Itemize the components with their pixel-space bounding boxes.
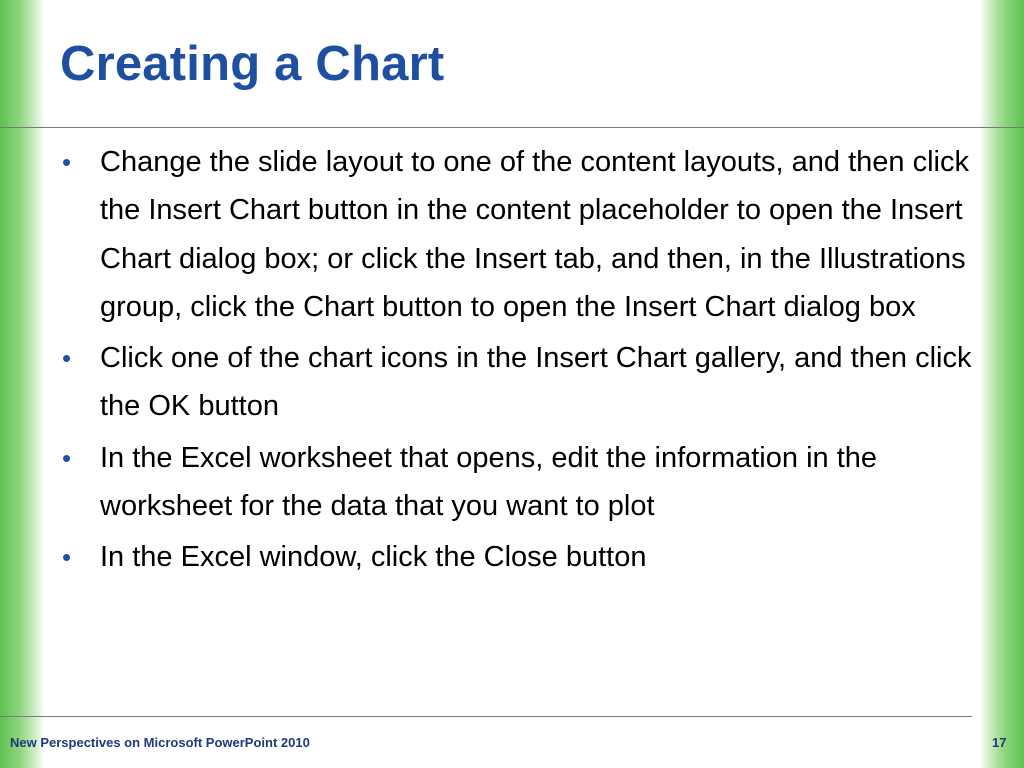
bullet-item [58, 138, 978, 331]
bullet-text: Click one of the chart icons in the Insert Chart gallery, and then click the OK button [100, 342, 972, 423]
footer-book-title: New Perspectives on Microsoft PowerPoint 2010 [10, 735, 310, 750]
bullet-text: In the Excel window, click the Close button [100, 541, 647, 574]
footer-divider [0, 716, 972, 717]
bullet-icon: • [62, 147, 72, 177]
bullet-text: In the Excel worksheet that opens, edit the information in the worksheet for the data that you want to plot [100, 441, 878, 523]
bullet-item [58, 334, 978, 431]
bullet-icon: • [62, 442, 72, 473]
left-green-accent-bar [0, 0, 44, 768]
title-divider [0, 127, 1024, 128]
slide-number: 17 [992, 735, 1007, 750]
bullet-item [58, 434, 978, 531]
bullet-list [58, 138, 978, 585]
slide-title: Creating a Chart [60, 37, 445, 91]
bullet-item [58, 533, 978, 581]
bullet-text: Change the slide layout to one of the content layouts, and then click the Insert Chart button in the content placeholder to open the Insert Chart dialog box; or click the Insert tab, and then, in the Illustrations group, click the Chart button to open the Insert Chart dialog box [100, 146, 969, 323]
right-green-accent-bar [980, 0, 1024, 768]
bullet-icon: • [62, 343, 72, 374]
bullet-icon: • [62, 542, 72, 573]
